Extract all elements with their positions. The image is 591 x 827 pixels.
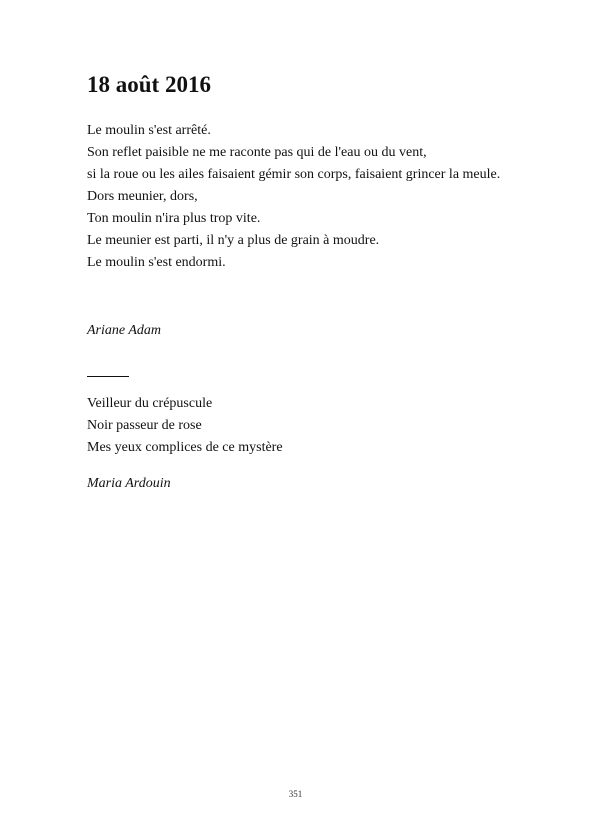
page-number: 351	[288, 789, 303, 799]
poem-line: Noir passeur de rose	[87, 418, 202, 433]
poem-line: Le meunier est parti, il n'y a plus de grain à moudre.	[87, 233, 380, 248]
poem-line: Le moulin s'est endormi.	[87, 255, 226, 270]
poem-maria-ardouin	[87, 393, 504, 459]
poem-line: Veilleur du crépuscule	[87, 396, 213, 411]
poem-line: Son reflet paisible ne me raconte pas qui de l'eau ou du vent,	[87, 145, 427, 160]
poem-author: Ariane Adam	[87, 323, 162, 338]
poem-line: si la roue ou les ailes faisaient gémir son corps, faisaient grincer la meule.	[87, 167, 501, 182]
poem-line: Mes yeux complices de ce mystère	[87, 440, 283, 455]
page-title: 18 août 2016	[87, 72, 211, 97]
poem-line: Le moulin s'est arrêté.	[87, 123, 211, 138]
poem-ariane-adam	[87, 120, 504, 274]
poem-line: Ton moulin n'ira plus trop vite.	[87, 211, 261, 226]
section-separator	[87, 376, 129, 377]
poem-line: Dors meunier, dors,	[87, 189, 198, 204]
poem-author: Maria Ardouin	[87, 476, 171, 491]
